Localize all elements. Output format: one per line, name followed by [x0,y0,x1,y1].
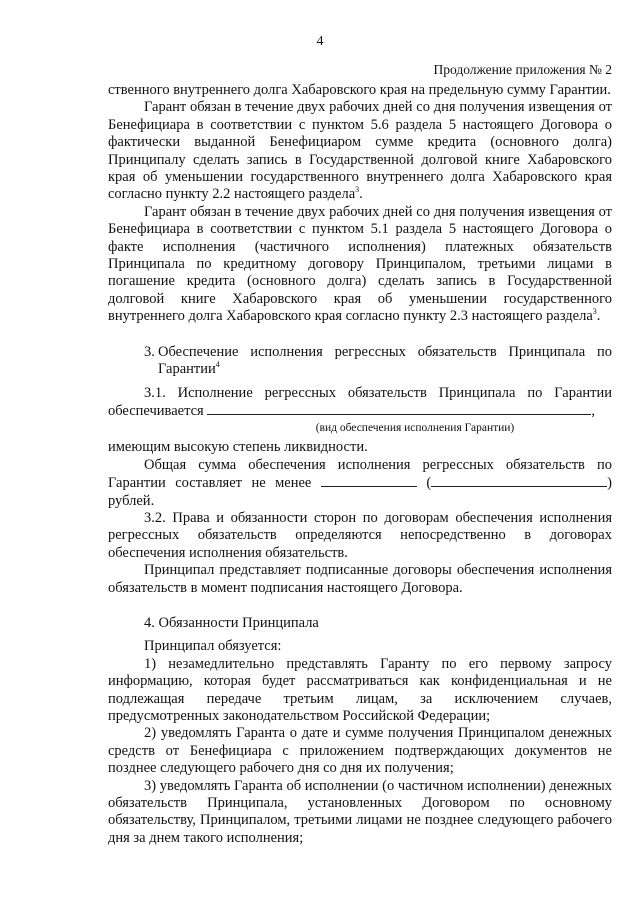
list-item: 3) уведомлять Гаранта об исполнении (о частичном исполнении) денежных обязательств Принципала, установленных Договором по основному обязательству, Принципалом, третьими лицами не позднее следующего рабочего дня за днем такого исполнения; [108,777,612,846]
footnote-ref: 3 [592,307,597,317]
paragraph-3-3: Принципал представляет подписанные договоры обеспечения исполнения обязательств в момент подписания настоящего Договора. [108,562,612,596]
document-body [108,82,612,847]
paragraph-3-2: 3.2. Права и обязанности сторон по договорам обеспечения исполнения регрессных обязательств определяются непосредственно в договорах обеспечения исполнения обязательств. [108,509,612,561]
section-4-heading: 4. Обязанности Принципала [144,614,319,631]
field-caption: (вид обеспечения исполнения Гарантии) [315,422,515,435]
footnote-ref: 3 [355,185,360,195]
paragraph-3-1-cont: имеющим высокую степень ликвидности. [108,439,368,456]
list-item: 2) уведомлять Гаранта о дате и сумме получения Принципалом денежных средств от Бенефициара с приложением подтверждающих документов не позднее следующего рабочего дня со дня их получения; [108,725,612,777]
paragraph-4-intro: Принципал обязуется: [144,638,282,655]
paragraph-3-1-sum: Общая сумма обеспечения исполнения регрессных обязательств по Гарантии составляет не менее ( ) рублей. [108,456,612,509]
section-3-heading: 3. Обеспечение исполнения регрессных обязательств Принципала по Гарантии$^4$ [144,343,612,378]
paragraph-3-1: 3.1. Исполнение регрессных обязательств Принципала по Гарантии обеспечивается , [108,384,612,419]
paragraph-guarantor-obligation-2: Гарант обязан в течение двух рабочих дней со дня получения извещения от Бенефициара в соответствии с пунктом 5.1 раздела 5 настоящего Договора о факте исполнения (частичного исполнения) платежных обязательств Принципала по кредитному договору Принципалом, третьими лицами в погашение кредита (основного долга) сделать запись в Государственной долговой книге Хабаровского края об уменьшении государственного внутреннего долга Хабаровского края согласно пункту 2.3 настоящего раздела$^3$. [108,203,612,325]
paragraph-guarantee-debt: ственного внутреннего долга Хабаровского края на предельную сумму Гарантии. [108,82,611,98]
paragraph-guarantor-obligation-1: Гарант обязан в течение двух рабочих дней со дня получения извещения от Бенефициара в соответствии с пунктом 5.6 раздела 5 настоящего Договора о фактически выданной Бенефициаром сумме кредита (основного долга) Принципалу сделать запись в Государственной долговой книге Хабаровского края об уменьшении государственного внутреннего долга Хабаровского края согласно пункту 2.2 настоящего раздела$^3$. [108,99,612,203]
continuation-note: Продолжение приложения № 2 [433,62,612,77]
blank-line [207,402,591,415]
footnote-ref: 4 [215,360,220,370]
blank-line-amount-words [431,474,607,487]
page-number: 4 [316,34,324,49]
list-item: 1) незамедлительно представлять Гаранту по его первому запросу информацию, которая будет рассматриваться как конфиденциальная и не подлежащая передаче третьим лицам, за исключением случаев, предусмотренных законодательством Российской Федерации; [108,655,612,724]
blank-line-amount [321,474,417,487]
